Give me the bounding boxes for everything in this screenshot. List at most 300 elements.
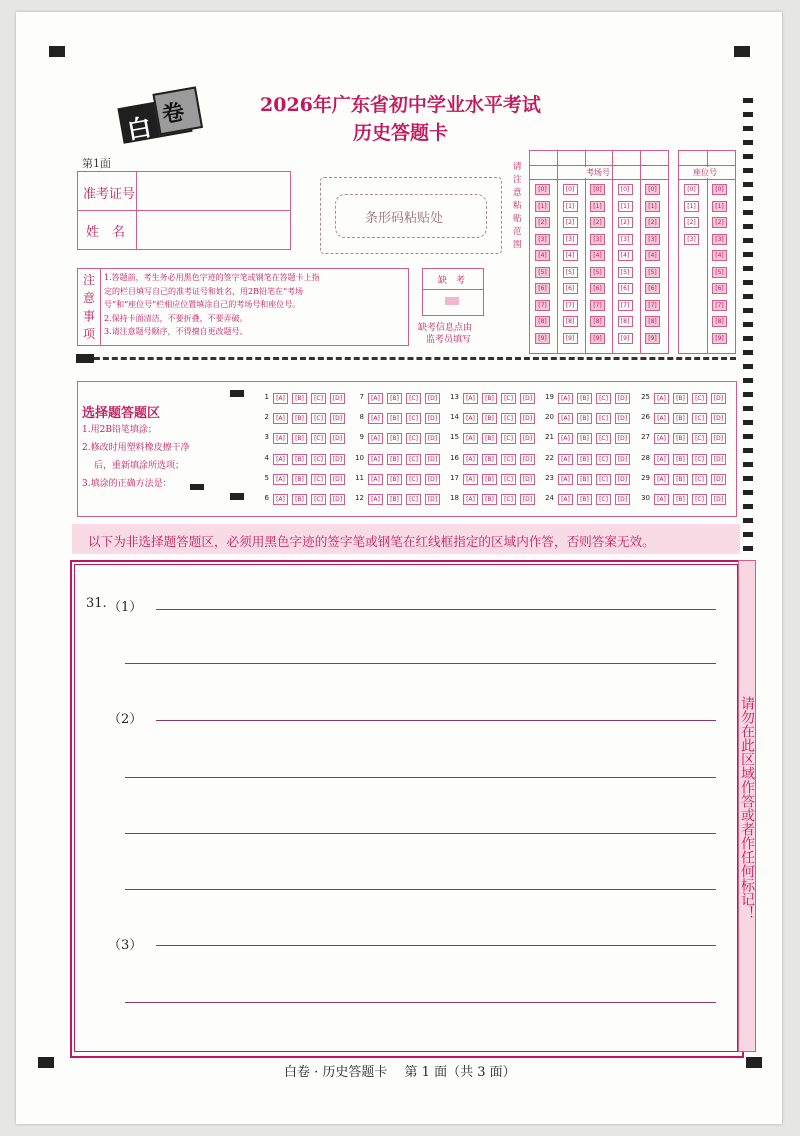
option-bubble[interactable]: [D] [520,454,535,465]
exam-room-digit[interactable]: [7] [645,300,660,311]
timing-mark [743,308,753,313]
option-bubble[interactable]: [C] [596,474,611,485]
option-bubble[interactable]: [C] [406,393,421,404]
option-bubble[interactable]: [C] [596,494,611,505]
exam-room-digit[interactable]: [6] [590,283,605,294]
answer-line[interactable] [125,777,716,778]
option-bubble[interactable]: [D] [425,433,440,444]
option-bubble[interactable]: [C] [692,474,707,485]
exam-room-digit[interactable]: [8] [645,316,660,327]
option-bubble[interactable]: [B] [292,433,307,444]
seat-digit[interactable]: [1] [712,201,727,212]
seat-digit[interactable]: [5] [712,267,727,278]
timing-mark [743,140,753,145]
seat-digit[interactable]: [9] [712,333,727,344]
fill-hint-char: 请 [513,162,522,172]
option-bubble[interactable]: [B] [387,494,402,505]
option-bubble[interactable]: [D] [425,474,440,485]
option-bubble[interactable]: [A] [654,494,669,505]
exam-room-digit[interactable]: [0] [563,184,578,195]
question-number: 9 [359,433,364,442]
absent-mark[interactable] [445,297,459,305]
option-bubble[interactable]: [C] [311,393,326,404]
option-bubble[interactable]: [B] [482,413,497,424]
option-bubble[interactable]: [A] [558,413,573,424]
option-bubble[interactable]: [C] [311,494,326,505]
registration-mark-bottom-right [746,1057,762,1068]
notice-title-char: 事 [83,309,96,323]
option-bubble[interactable]: [B] [577,454,592,465]
notice-title-char: 注 [83,273,96,287]
option-bubble[interactable]: [D] [615,393,630,404]
option-bubble[interactable]: [B] [292,454,307,465]
option-bubble[interactable]: [A] [273,474,288,485]
option-bubble[interactable]: [B] [673,474,688,485]
name-input[interactable] [138,212,288,248]
fill-hint-char: 围 [513,240,522,250]
exam-room-digit[interactable]: [6] [618,283,633,294]
exam-room-digit[interactable]: [7] [535,300,550,311]
timing-mark [743,448,753,453]
absent-box [422,268,484,316]
question-number: 22 [545,453,554,462]
option-bubble[interactable]: [B] [673,413,688,424]
option-bubble[interactable]: [C] [692,433,707,444]
timing-mark [743,280,753,285]
option-bubble[interactable]: [B] [577,393,592,404]
answer-line[interactable] [125,889,716,890]
notice-item: 定的栏目填写自己的准考证号和姓名，用2B铅笔在“考场 [104,286,304,296]
option-bubble[interactable]: [D] [330,413,345,424]
option-bubble[interactable]: [C] [406,474,421,485]
exam-room-digit[interactable]: [0] [645,184,660,195]
option-bubble[interactable]: [A] [368,494,383,505]
question-number: 26 [641,413,650,422]
exam-room-digit[interactable]: [1] [618,201,633,212]
option-bubble[interactable]: [D] [520,474,535,485]
exam-room-digit[interactable]: [4] [645,250,660,261]
answer-line[interactable] [125,1002,716,1003]
option-bubble[interactable]: [B] [482,433,497,444]
option-bubble[interactable]: [C] [596,433,611,444]
exam-room-digit[interactable]: [1] [645,201,660,212]
option-bubble[interactable]: [A] [463,454,478,465]
timing-mark [743,112,753,117]
question-number: 1 [264,393,269,401]
option-bubble[interactable]: [A] [654,474,669,485]
exam-room-digit[interactable]: [9] [535,333,550,344]
fill-hint-char: 贴 [513,214,522,224]
exam-room-digit[interactable]: [0] [618,184,633,195]
timing-mark [743,154,753,159]
option-bubble[interactable]: [A] [558,433,573,444]
option-bubble[interactable]: [C] [501,474,516,485]
question-number: 21 [545,433,554,442]
option-bubble[interactable]: [D] [425,413,440,424]
seat-digit[interactable]: [4] [712,250,727,261]
badge-text-1: 白 [125,112,154,145]
exam-room-digit[interactable]: [9] [618,333,633,344]
option-bubble[interactable]: [D] [615,454,630,465]
option-bubble[interactable]: [D] [520,393,535,404]
seat-digit[interactable]: [0] [712,184,727,195]
exam-room-digit[interactable]: [3] [645,234,660,245]
registration-mark-top-left [49,46,65,57]
option-bubble[interactable]: [B] [673,433,688,444]
option-bubble[interactable]: [A] [368,474,383,485]
option-bubble[interactable]: [A] [558,393,573,404]
fill-hint-char: 范 [513,227,522,237]
timing-mark [743,350,753,355]
exam-room-digit[interactable]: [7] [618,300,633,311]
question-number: 29 [641,473,650,482]
answer-area [70,560,744,1058]
exam-room-digit[interactable]: [4] [535,250,550,261]
option-bubble[interactable]: [C] [406,494,421,505]
exam-room-digit[interactable]: [2] [590,217,605,228]
exam-room-digit[interactable]: [6] [535,283,550,294]
timing-mark [743,196,753,201]
option-bubble[interactable]: [A] [368,454,383,465]
option-bubble[interactable]: [A] [368,413,383,424]
option-bubble[interactable]: [A] [558,494,573,505]
question-number: 24 [545,494,554,502]
option-bubble[interactable]: [B] [292,413,307,424]
option-bubble[interactable]: [B] [387,474,402,485]
option-bubble[interactable]: [C] [596,393,611,404]
exam-number-label: 准考证号 [83,187,136,202]
option-bubble[interactable]: [B] [673,494,688,505]
option-bubble[interactable]: [D] [330,474,345,485]
option-bubble[interactable]: [C] [311,474,326,485]
seat-digit[interactable]: [1] [684,201,699,212]
fill-hint-char: 意 [513,188,522,198]
option-bubble[interactable]: [D] [711,494,726,505]
side-warning: 请勿在此区域作答或者作任何标记！ [738,560,756,1052]
fill-hint-char: 注 [513,175,522,185]
exam-room-digit[interactable]: [4] [618,250,633,261]
exam-room-digit[interactable]: [9] [590,333,605,344]
option-bubble[interactable]: [A] [463,494,478,505]
registration-mark-top-right [734,46,750,57]
page-title: 2026年广东省初中学业水平考试 [260,94,541,116]
seat-digit[interactable]: [8] [712,316,727,327]
exam-room-digit[interactable]: [5] [645,267,660,278]
option-bubble[interactable]: [C] [692,454,707,465]
exam-room-label: 考场号 [586,168,610,177]
non-choice-banner: 以下为非选择题答题区，必须用黑色字迹的签字笔或钢笔在红线框指定的区域内作答，否则答案无效。 [72,524,740,554]
question-number: 23 [545,473,554,482]
option-bubble[interactable]: [C] [501,393,516,404]
option-bubble[interactable]: [C] [311,413,326,424]
exam-room-digit[interactable]: [3] [563,234,578,245]
option-bubble[interactable]: [D] [711,454,726,465]
question-number: 2 [264,413,269,422]
exam-room-digit[interactable]: [8] [563,316,578,327]
exam-room-digit[interactable]: [3] [535,234,550,245]
question-31-label: 31. [86,596,107,611]
timing-mark [743,462,753,467]
question-number: 4 [264,453,269,462]
answer-line[interactable] [156,945,716,946]
option-bubble[interactable]: [B] [577,474,592,485]
timing-mark [743,378,753,383]
option-bubble[interactable]: [C] [311,433,326,444]
notice-item: 1.答题前，考生务必用黑色字迹的签字笔或钢笔在答题卡上指 [104,273,320,282]
option-bubble[interactable]: [D] [615,474,630,485]
option-bubble[interactable]: [B] [387,393,402,404]
option-bubble[interactable]: [D] [425,393,440,404]
option-bubble[interactable]: [D] [615,413,630,424]
timing-mark [743,392,753,397]
timing-mark [743,518,753,523]
option-bubble[interactable]: [A] [273,393,288,404]
registration-mark-bottom-left [38,1057,54,1068]
option-bubble[interactable]: [A] [368,393,383,404]
exam-room-digit[interactable]: [2] [563,217,578,228]
exam-room-digit[interactable]: [5] [563,267,578,278]
timing-mark [743,294,753,299]
option-bubble[interactable]: [B] [482,494,497,505]
option-bubble[interactable]: [C] [501,413,516,424]
timing-mark [743,224,753,229]
barcode-area [320,177,502,254]
timing-mark [743,476,753,481]
exam-room-digit[interactable]: [6] [563,283,578,294]
timing-mark [743,126,753,131]
page-label: 第1面 [82,157,111,170]
exam-room-digit[interactable]: [5] [590,267,605,278]
timing-mark [743,322,753,327]
name-label: 姓 名 [86,225,126,240]
option-bubble[interactable]: [A] [368,433,383,444]
option-bubble[interactable]: [B] [482,474,497,485]
option-bubble[interactable]: [C] [406,413,421,424]
seat-digit[interactable]: [7] [712,300,727,311]
option-bubble[interactable]: [C] [692,494,707,505]
answer-line[interactable] [156,720,716,721]
question-number: 17 [450,473,459,482]
timing-mark [743,420,753,425]
timing-mark [743,210,753,215]
option-bubble[interactable]: [D] [615,494,630,505]
absent-note-1: 缺考信息点由 [418,323,473,333]
notice-item: 3.请注意题号顺序，不得擅自更改题号。 [104,327,248,336]
option-bubble[interactable]: [B] [292,474,307,485]
exam-room-digit[interactable]: [6] [645,283,660,294]
option-bubble[interactable]: [A] [654,433,669,444]
exam-room-digit[interactable]: [2] [645,217,660,228]
seat-digit[interactable]: [3] [684,234,699,245]
badge-text-2: 卷 [160,100,187,129]
question-number: 28 [641,453,650,462]
seat-digit[interactable]: [2] [684,217,699,228]
fill-hint-char: 粘 [513,201,522,211]
timing-mark [743,532,753,537]
option-bubble[interactable]: [B] [387,454,402,465]
option-bubble[interactable]: [C] [501,454,516,465]
exam-room-digit[interactable]: [4] [563,250,578,261]
option-bubble[interactable]: [D] [330,454,345,465]
question-number: 19 [545,393,554,401]
exam-room-digit[interactable]: [7] [590,300,605,311]
exam-room-digit[interactable]: [4] [590,250,605,261]
exam-room-digit[interactable]: [1] [590,201,605,212]
notice-title-char: 项 [83,327,96,341]
option-bubble[interactable]: [B] [387,433,402,444]
option-bubble[interactable]: [A] [558,474,573,485]
option-bubble[interactable]: [C] [311,454,326,465]
answer-sheet [16,12,782,1124]
question-number: 11 [355,473,364,482]
option-bubble[interactable]: [D] [711,393,726,404]
exam-room-digit[interactable]: [1] [563,201,578,212]
timing-mark [743,490,753,495]
option-bubble[interactable]: [D] [520,433,535,444]
notice-box [77,268,409,346]
choice-instruction: 3.填涂的正确方法是： [82,479,172,489]
option-bubble[interactable]: [A] [558,454,573,465]
timing-mark [743,504,753,509]
option-bubble[interactable]: [B] [292,393,307,404]
question-number: 13 [450,393,459,401]
option-bubble[interactable]: [C] [406,433,421,444]
exam-room-digit[interactable]: [8] [535,316,550,327]
page-subtitle: 历史答题卡 [353,122,449,144]
option-bubble[interactable]: [D] [330,433,345,444]
option-bubble[interactable]: [D] [425,454,440,465]
exam-room-digit[interactable]: [8] [590,316,605,327]
question-number: 27 [641,433,650,442]
option-bubble[interactable]: [A] [463,393,478,404]
option-bubble[interactable]: [A] [654,393,669,404]
exam-room-digit[interactable]: [8] [618,316,633,327]
option-bubble[interactable]: [B] [577,413,592,424]
seat-digit[interactable]: [2] [712,217,727,228]
question-number: 10 [355,453,364,462]
choice-instruction: 后，重新填涂所选项； [94,461,185,471]
option-bubble[interactable]: [C] [501,433,516,444]
id-fields-box [77,171,291,250]
notice-item: 号”和“座位号”栏相应位置填涂自己的考场号和座位号。 [104,300,301,309]
option-bubble[interactable]: [A] [463,433,478,444]
exam-room-digit[interactable]: [2] [535,217,550,228]
option-bubble[interactable]: [C] [692,413,707,424]
notice-title-char: 意 [83,291,96,305]
exam-room-digit[interactable]: [5] [535,267,550,278]
footer-text: 白卷 · 历史答题卡 第 1 面（共 3 面） [284,1065,516,1080]
option-bubble[interactable]: [B] [577,494,592,505]
question-number: 7 [359,393,364,401]
seat-digit[interactable]: [3] [712,234,727,245]
seat-label: 座位号 [693,168,717,177]
option-bubble[interactable]: [D] [711,413,726,424]
exam-room-digit[interactable]: [9] [563,333,578,344]
timing-mark [743,546,753,551]
question-number: 18 [450,494,459,502]
exam-room-digit[interactable]: [2] [618,217,633,228]
option-bubble[interactable]: [B] [673,393,688,404]
seat-grid [678,150,736,354]
exam-room-digit[interactable]: [0] [590,184,605,195]
seat-digit[interactable]: [6] [712,283,727,294]
timing-mark [743,266,753,271]
option-bubble[interactable]: [B] [482,454,497,465]
answer-line[interactable] [156,609,716,610]
option-bubble[interactable]: [B] [673,454,688,465]
answer-line[interactable] [125,833,716,834]
option-bubble[interactable]: [A] [273,454,288,465]
option-bubble[interactable]: [C] [596,413,611,424]
option-bubble[interactable]: [B] [292,494,307,505]
choice-instruction: 2.修改时用塑料橡皮擦干净 [82,443,190,453]
exam-room-digit[interactable]: [3] [590,234,605,245]
exam-room-digit[interactable]: [3] [618,234,633,245]
option-bubble[interactable]: [A] [463,474,478,485]
option-bubble[interactable]: [D] [520,413,535,424]
option-bubble[interactable]: [D] [330,494,345,505]
option-bubble[interactable]: [B] [482,393,497,404]
option-bubble[interactable]: [D] [711,474,726,485]
exam-room-digit[interactable]: [1] [535,201,550,212]
option-bubble[interactable]: [C] [692,393,707,404]
option-bubble[interactable]: [A] [273,413,288,424]
question-number: 25 [641,393,650,401]
question-number: 16 [450,453,459,462]
timing-mark [743,364,753,369]
option-bubble[interactable]: [D] [711,433,726,444]
option-bubble[interactable]: [D] [330,393,345,404]
timing-mark [743,182,753,187]
option-bubble[interactable]: [D] [520,494,535,505]
option-bubble[interactable]: [C] [406,454,421,465]
question-number: 6 [264,494,269,502]
exam-room-digit[interactable]: [9] [645,333,660,344]
option-bubble[interactable]: [D] [425,494,440,505]
option-bubble[interactable]: [B] [387,413,402,424]
barcode-label: 条形码粘贴处 [365,211,444,226]
part-1-label: （1） [108,600,143,615]
answer-line[interactable] [125,663,716,664]
timing-mark [743,98,753,103]
question-number: 15 [450,433,459,442]
exam-room-digit[interactable]: [7] [563,300,578,311]
timing-mark [743,434,753,439]
timing-mark [743,168,753,173]
timing-mark [743,336,753,341]
option-bubble[interactable]: [A] [654,413,669,424]
fill-example-mark [190,484,204,490]
option-bubble[interactable]: [A] [273,433,288,444]
question-number: 12 [355,494,364,502]
exam-room-digit[interactable]: [0] [535,184,550,195]
exam-number-input[interactable] [138,173,288,209]
part-2-label: （2） [108,712,143,727]
option-bubble[interactable]: [C] [596,454,611,465]
seat-digit[interactable]: [0] [684,184,699,195]
option-bubble[interactable]: [A] [463,413,478,424]
question-number: 5 [264,473,269,482]
timing-mark [743,406,753,411]
absent-label: 缺 考 [438,276,466,286]
exam-room-digit[interactable]: [5] [618,267,633,278]
option-bubble[interactable]: [B] [577,433,592,444]
option-bubble[interactable]: [A] [654,454,669,465]
choice-instruction: 1.用2B铅笔填涂； [82,425,157,435]
option-bubble[interactable]: [A] [273,494,288,505]
option-bubble[interactable]: [D] [615,433,630,444]
option-bubble[interactable]: [C] [501,494,516,505]
